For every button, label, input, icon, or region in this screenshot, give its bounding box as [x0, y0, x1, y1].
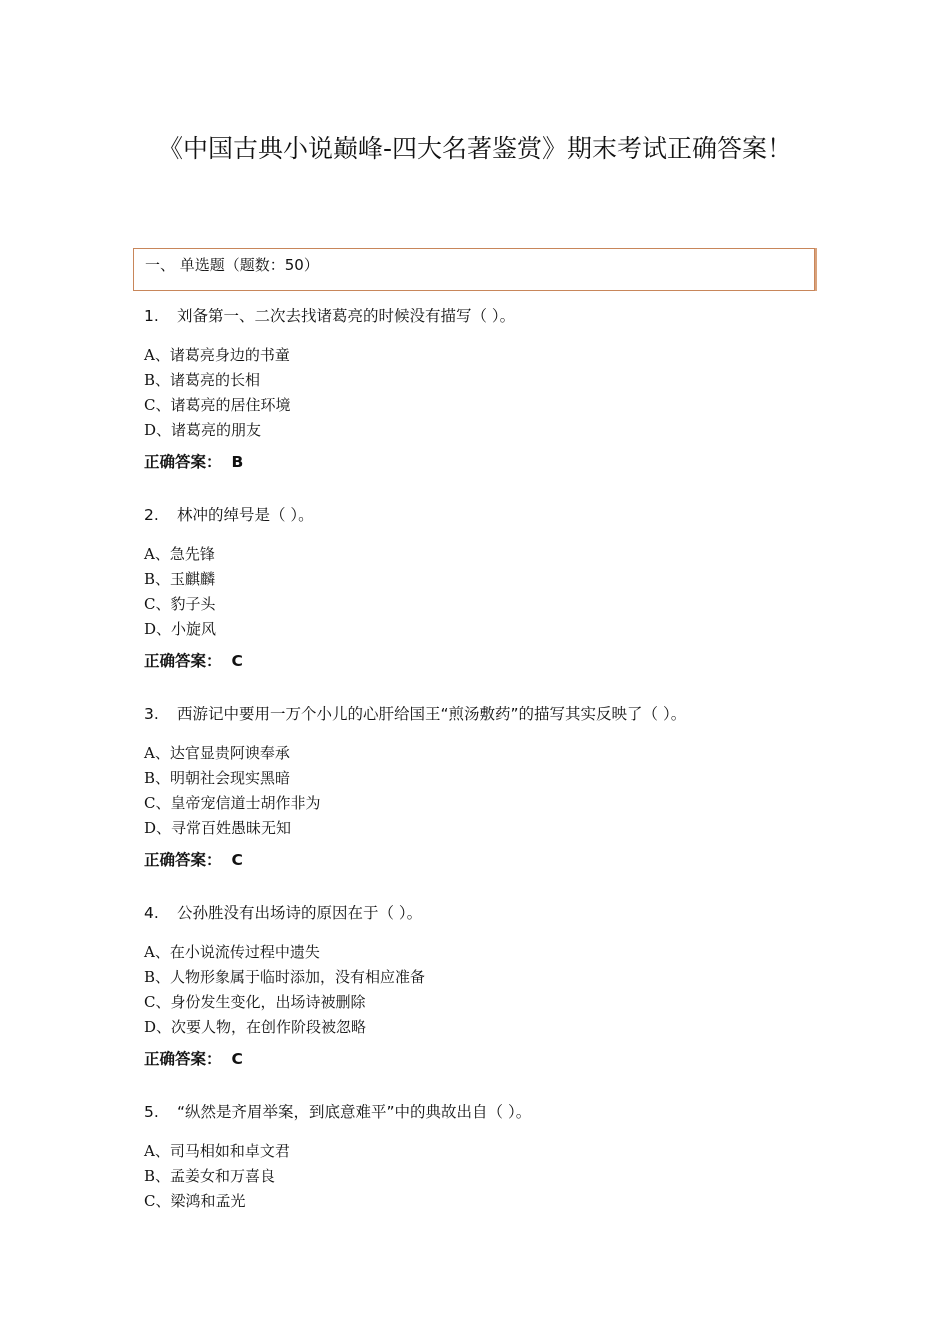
- section-label: 一、 单选题（题数：50）: [145, 256, 319, 274]
- option-list: [144, 542, 844, 642]
- question-3: [144, 703, 844, 871]
- answer-value: C: [231, 851, 243, 869]
- question-number: 5.: [144, 1103, 159, 1121]
- option-c: C、诸葛亮的居住环境: [144, 396, 291, 414]
- answer-line: [144, 849, 844, 871]
- question-title: [144, 703, 844, 725]
- question-title: [144, 1101, 844, 1123]
- option-b: B、玉麒麟: [144, 570, 216, 588]
- question-text: “纵然是齐眉举案，到底意难平”中的典故出自（ ）。: [177, 1103, 532, 1121]
- answer-line: [144, 1048, 844, 1070]
- question-2: [144, 504, 844, 672]
- question-number: 2.: [144, 506, 159, 524]
- option-c: C、皇帝宠信道士胡作非为: [144, 794, 321, 812]
- question-title: [144, 504, 844, 526]
- option-d: D、寻常百姓愚昧无知: [144, 819, 292, 837]
- option-list: [144, 343, 844, 443]
- answer-value: C: [231, 1050, 243, 1068]
- question-number: 3.: [144, 705, 159, 723]
- answer-label: 正确答案：: [144, 453, 222, 471]
- question-number: 4.: [144, 904, 159, 922]
- question-text: 西游记中要用一万个小儿的心肝给国王“煎汤敷药”的描写其实反映了（ ）。: [177, 705, 687, 723]
- question-title: [144, 305, 844, 327]
- option-b: B、孟姜女和万喜良: [144, 1167, 276, 1185]
- question-number: 1.: [144, 307, 159, 325]
- answer-label: 正确答案：: [144, 851, 222, 869]
- option-a: A、达官显贵阿谀奉承: [144, 744, 290, 762]
- question-1: [144, 305, 844, 473]
- answer-line: [144, 650, 844, 672]
- option-d: D、诸葛亮的朋友: [144, 421, 262, 439]
- option-list: [144, 940, 844, 1040]
- option-list: [144, 741, 844, 841]
- answer-label: 正确答案：: [144, 652, 222, 670]
- option-b: B、诸葛亮的长相: [144, 371, 261, 389]
- option-a: A、司马相如和卓文君: [144, 1142, 290, 1160]
- answer-value: B: [231, 453, 244, 471]
- option-list: [144, 1139, 844, 1214]
- option-c: C、豹子头: [144, 595, 216, 613]
- option-a: A、诸葛亮身边的书童: [144, 346, 290, 364]
- option-a: A、急先锋: [144, 545, 215, 563]
- option-d: D、小旋风: [144, 620, 217, 638]
- option-c: C、身份发生变化，出场诗被删除: [144, 993, 366, 1011]
- option-b: B、人物形象属于临时添加，没有相应准备: [144, 968, 426, 986]
- option-d: D、次要人物，在创作阶段被忽略: [144, 1018, 367, 1036]
- question-title: [144, 902, 844, 924]
- document-title: 《中国古典小说巅峰-四大名著鉴赏》期末考试正确答案！: [157, 134, 793, 163]
- answer-line: [144, 451, 844, 473]
- question-text: 公孙胜没有出场诗的原因在于（ ）。: [177, 904, 423, 922]
- section-header: [133, 248, 815, 291]
- question-text: 刘备第一、二次去找诸葛亮的时候没有描写（ ）。: [177, 307, 516, 325]
- question-text: 林冲的绰号是（ ）。: [177, 506, 314, 524]
- option-b: B、明朝社会现实黑暗: [144, 769, 291, 787]
- answer-value: C: [231, 652, 243, 670]
- option-a: A、在小说流传过程中遗失: [144, 943, 320, 961]
- question-4: [144, 902, 844, 1070]
- answer-label: 正确答案：: [144, 1050, 222, 1068]
- question-5: [144, 1101, 844, 1214]
- option-c: C、梁鸿和孟光: [144, 1192, 246, 1210]
